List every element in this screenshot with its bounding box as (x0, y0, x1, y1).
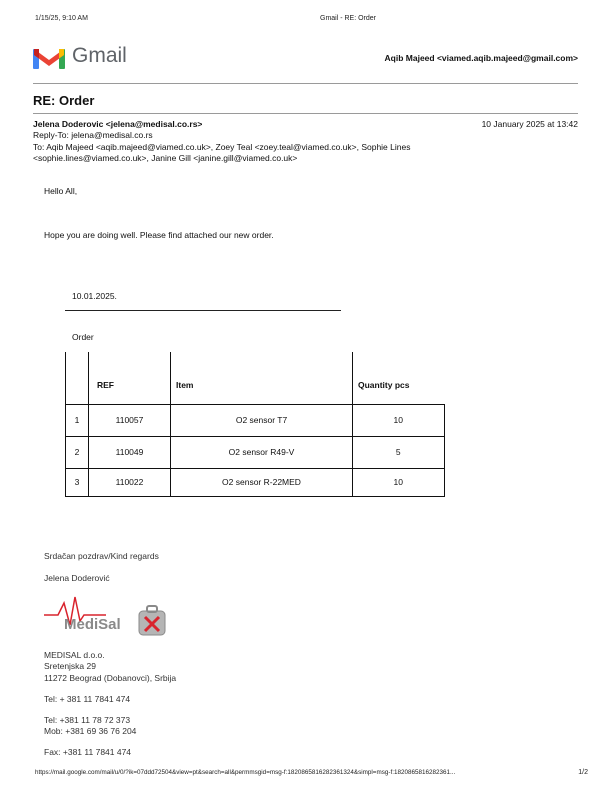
phone-1: Tel: + 381 11 7841 474 (44, 694, 131, 704)
table-row (66, 468, 445, 496)
order-date: 10.01.2025. (72, 291, 117, 301)
email-to-line2: <sophie.lines@viamed.co.uk>, Janine Gill <janine.gill@viamed.co.uk> (33, 153, 298, 163)
cell-no: 2 (66, 436, 89, 468)
table-row (66, 436, 445, 468)
header-divider (33, 83, 578, 84)
account-email: Aqib Majeed <viamed.aqib.majeed@gmail.com> (384, 53, 578, 63)
phone-2: Tel: +381 11 78 72 373 (44, 715, 131, 725)
cell-quantity: 10 (353, 468, 445, 496)
email-greeting: Hello All, (44, 186, 78, 196)
email-from: Jelena Doderovic <jelena@medisal.co.rs> (33, 119, 203, 129)
print-page-number: 1/2 (578, 769, 588, 776)
subject-divider (33, 113, 578, 114)
cell-ref: 110022 (89, 468, 171, 496)
email-body: Hope you are doing well. Please find attached our new order. (44, 230, 274, 240)
print-tab-title: Gmail - RE: Order (320, 15, 377, 22)
print-datetime: 1/15/25, 9:10 AM (35, 15, 88, 22)
cell-item: O2 sensor T7 (171, 404, 353, 436)
medisal-logo-text: MediSal (64, 616, 121, 633)
header-cell-no (66, 352, 89, 404)
email-subject: RE: Order (33, 93, 95, 108)
company-street: Sretenjska 29 (44, 661, 96, 671)
email-date: 10 January 2025 at 13:42 (481, 119, 578, 129)
cell-item: O2 sensor R-22MED (171, 468, 353, 496)
cell-ref: 110049 (89, 436, 171, 468)
fax-number: Fax: +381 11 7841 474 (44, 747, 132, 757)
header-cell-ref: REF (89, 352, 171, 404)
order-title: Order (72, 332, 94, 342)
company-city: 11272 Beograd (Dobanovci), Srbija (44, 673, 177, 683)
email-to-line1: To: Aqib Majeed <aqib.majeed@viamed.co.uk>, Zoey Teal <zoey.teal@viamed.co.uk>, Sophie Lines (33, 142, 411, 152)
medisal-logo (44, 593, 169, 637)
order-date-underline (65, 310, 341, 311)
table-header-row (66, 352, 445, 404)
order-table (65, 352, 445, 497)
cell-no: 1 (66, 404, 89, 436)
table-row (66, 404, 445, 436)
cell-quantity: 10 (353, 404, 445, 436)
cell-item: O2 sensor R49-V (171, 436, 353, 468)
cell-no: 3 (66, 468, 89, 496)
mobile-phone: Mob: +381 69 36 76 204 (44, 726, 137, 736)
signature-name: Jelena Doderović (44, 573, 110, 583)
header-cell-item: Item (171, 352, 353, 404)
cell-quantity: 5 (353, 436, 445, 468)
email-reply-to: Reply-To: jelena@medisal.co.rs (33, 130, 153, 140)
signature-regards: Srdačan pozdrav/Kind regards (44, 551, 159, 561)
company-name: MEDISAL d.o.o. (44, 650, 105, 660)
header-cell-quantity: Quantity pcs (353, 352, 445, 404)
gmail-logo-icon (33, 45, 65, 69)
gmail-logo-text: Gmail (72, 44, 127, 67)
print-footer-url[interactable]: https://mail.google.com/mail/u/0/?ik=07ddd72504&view=pt&search=all&permmsgid=msg-f:1820865816282361324&simpl=msg-f:1820865816282361... (35, 769, 456, 776)
cell-ref: 110057 (89, 404, 171, 436)
